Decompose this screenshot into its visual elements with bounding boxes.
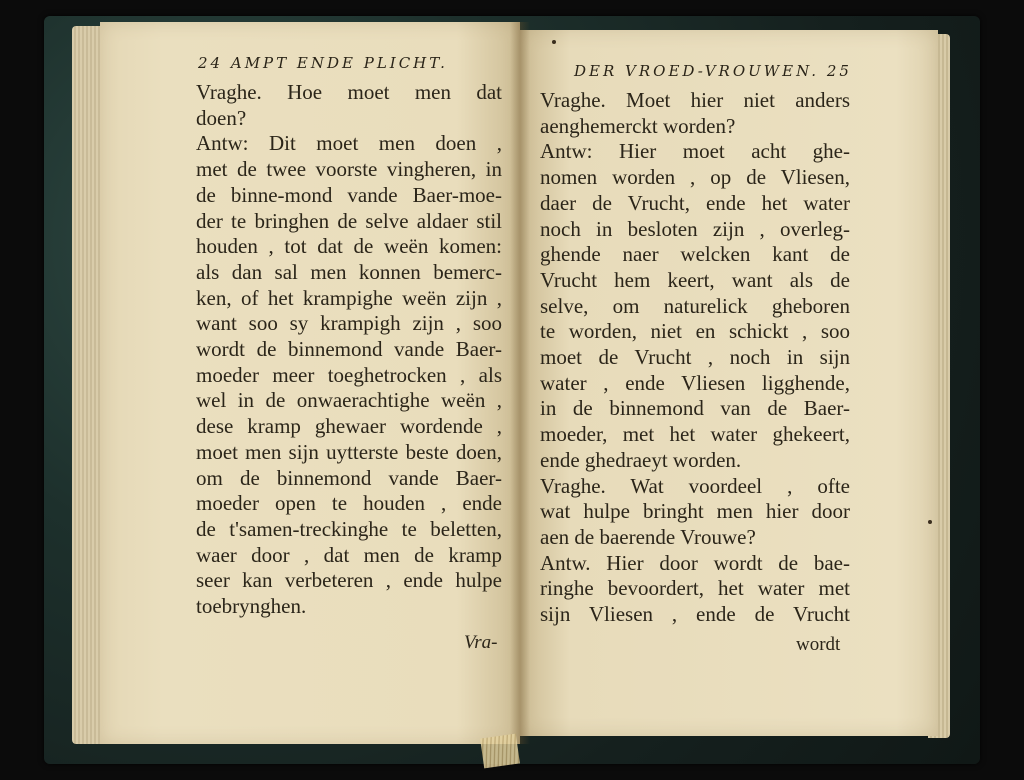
- text-line: moeder open te houden , ende: [196, 491, 502, 516]
- text-line: in de binnemond van de Baer-: [540, 396, 850, 421]
- ink-spot: [928, 520, 932, 524]
- text-line: want soo sy krampigh zijn , soo: [196, 311, 502, 336]
- text-line: doen?: [196, 105, 247, 130]
- text-line: daer de Vrucht, ende het water: [540, 190, 850, 215]
- text-line: der te bringhen de selve aldaer stil: [196, 208, 502, 233]
- text-line: aen de baerende Vrouwe?: [540, 524, 756, 549]
- text-line: seer kan verbeteren , ende hulpe: [196, 568, 502, 593]
- book-gutter: [510, 22, 530, 744]
- text-line: als dan sal men konnen bemerc-: [196, 259, 502, 284]
- left-running-header: 24 AMPT ENDE PLICHT.: [198, 54, 448, 72]
- text-line: moeder meer toeghetrocken , als: [196, 362, 502, 387]
- text-line: te worden, niet en schickt , soo: [540, 319, 850, 344]
- text-line: water , ende Vliesen ligghende,: [540, 370, 850, 395]
- ink-spot: [552, 40, 556, 44]
- right-running-header: DER VROED-VROUWEN. 25: [574, 62, 852, 80]
- right-body-text: [540, 88, 850, 628]
- text-line: ringhe bevoordert, het water met: [540, 576, 850, 601]
- text-line: noch in besloten zijn , overleg-: [540, 216, 850, 241]
- text-line: waer door , dat men de kramp: [196, 542, 502, 567]
- text-line: de t'samen-treckinghe te beletten,: [196, 516, 502, 541]
- text-line: moet de Vrucht , noch in sijn: [540, 345, 850, 370]
- text-line: dese kramp ghewaer wordende ,: [196, 414, 502, 439]
- text-line: wat hulpe bringht men hier door: [540, 499, 850, 524]
- text-line: Antw: Dit moet men doen ,: [196, 131, 502, 156]
- left-body-text: [196, 80, 502, 620]
- text-line: sijn Vliesen , ende de Vrucht: [540, 602, 850, 627]
- text-line: Vraghe. Hoe moet men dat: [196, 80, 502, 104]
- right-catchword: wordt: [796, 634, 841, 655]
- text-line: met de twee voorste vingheren, in: [196, 157, 502, 182]
- text-line: wel in de onwaerachtighe weën ,: [196, 388, 502, 413]
- text-line: Vraghe. Wat voordeel , ofte: [540, 473, 850, 498]
- text-line: aenghemerckt worden?: [540, 113, 736, 138]
- binding-thread: [480, 734, 520, 769]
- text-line: ghende naer welcken kant de: [540, 242, 850, 267]
- text-line: Antw: Hier moet acht ghe-: [540, 139, 850, 164]
- text-line: Vraghe. Moet hier niet anders: [540, 88, 850, 112]
- text-line: moeder, met het water ghekeert,: [540, 422, 850, 447]
- text-line: selve, om naturelick gheboren: [540, 293, 850, 318]
- text-line: Antw. Hier door wordt de bae-: [540, 550, 850, 575]
- text-line: moet men sijn uytterste beste doen,: [196, 439, 502, 464]
- text-line: om de binnemond vande Baer-: [196, 465, 502, 490]
- text-line: nomen worden , op de Vliesen,: [540, 165, 850, 190]
- text-line: toebrynghen.: [196, 594, 307, 619]
- left-catchword: Vra-: [464, 632, 498, 653]
- text-line: Vrucht hem keert, want als de: [540, 267, 850, 292]
- text-line: ken, of het krampighe weën zijn ,: [196, 285, 502, 310]
- text-line: wordt de binnemond vande Baer-: [196, 337, 502, 362]
- text-line: ende ghedraeyt worden.: [540, 447, 742, 472]
- text-line: de binne-mond vande Baer-moe-: [196, 182, 502, 207]
- text-line: houden , tot dat de weën komen:: [196, 234, 502, 259]
